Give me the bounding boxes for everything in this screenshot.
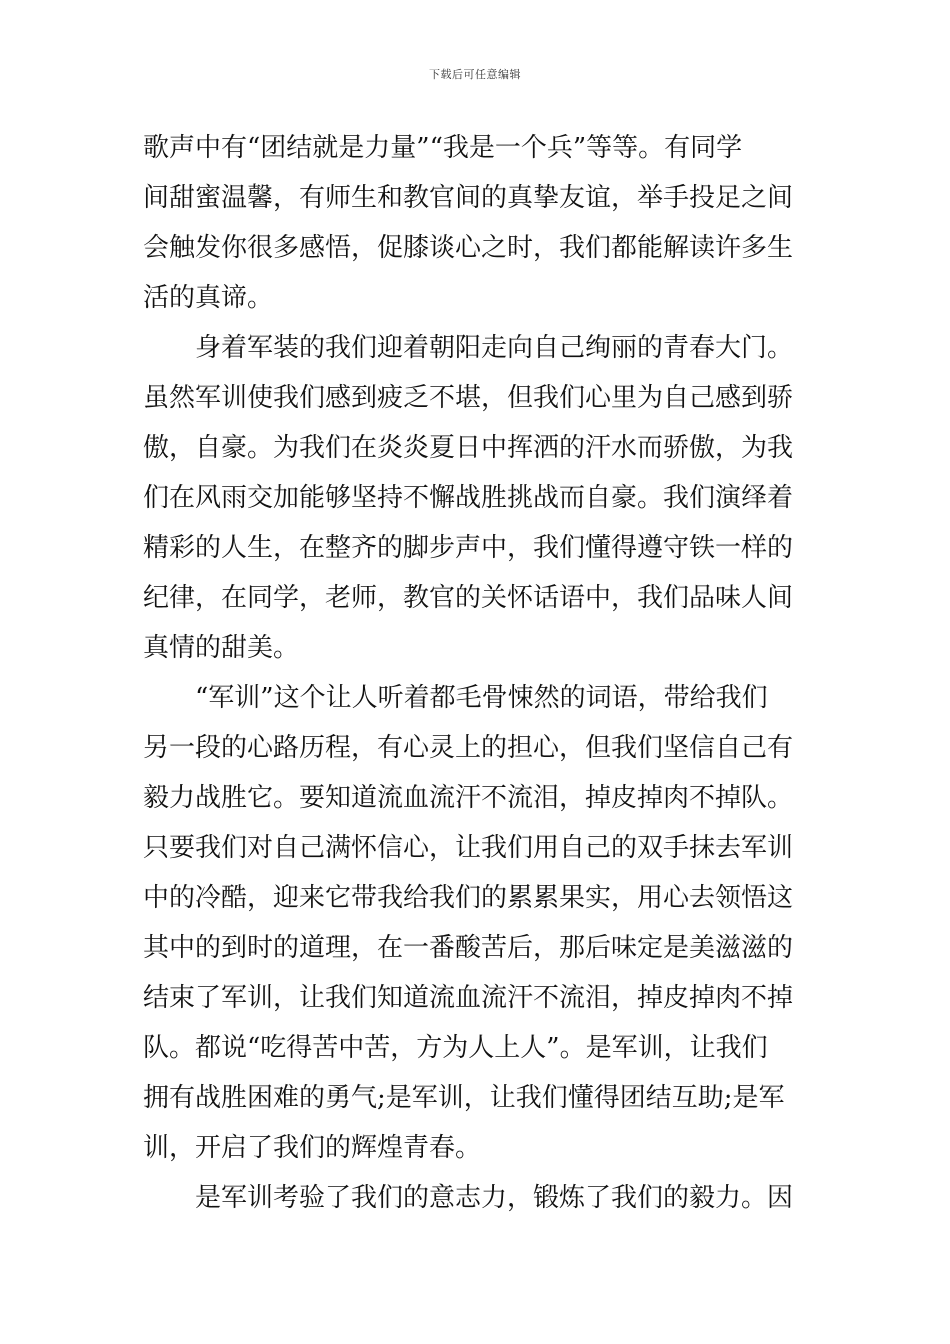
text-line: 们在风雨交加能够坚持不懈战胜挑战而自豪。我们演绎着 bbox=[143, 483, 794, 513]
text-line: 训，开启了我们的辉煌青春。 bbox=[143, 1133, 482, 1163]
text-line: 中的冷酷，迎来它带我给我们的累累果实，用心去领悟这 bbox=[143, 883, 794, 913]
text-line: 另一段的心路历程，有心灵上的担心，但我们坚信自己有 bbox=[143, 733, 794, 763]
paragraph-first-line: 是军训考验了我们的意志力，锻炼了我们的毅力。因 bbox=[195, 1183, 794, 1213]
text-line: 傲，自豪。为我们在炎炎夏日中挥洒的汗水而骄傲，为我 bbox=[143, 433, 794, 463]
text-line: 间甜蜜温馨，有师生和教官间的真挚友谊，举手投足之间 bbox=[143, 183, 794, 213]
text-line: 其中的到时的道理，在一番酸苦后，那后味定是美滋滋的 bbox=[143, 933, 794, 963]
text-line: 会触发你很多感悟，促膝谈心之时，我们都能解读许多生 bbox=[143, 233, 794, 263]
text-line: 队。都说“吃得苦中苦，方为人上人”。是军训，让我们 bbox=[143, 1033, 768, 1063]
text-line: 毅力战胜它。要知道流血流汗不流泪，掉皮掉肉不掉队。 bbox=[143, 783, 794, 813]
text-line: 结束了军训，让我们知道流血流汗不流泪，掉皮掉肉不掉 bbox=[143, 983, 794, 1013]
text-line: 歌声中有“团结就是力量”“我是一个兵”等等。有同学 bbox=[143, 133, 743, 163]
text-line: 虽然军训使我们感到疲乏不堪，但我们心里为自己感到骄 bbox=[143, 383, 794, 413]
text-line: 精彩的人生，在整齐的脚步声中，我们懂得遵守铁一样的 bbox=[143, 533, 794, 563]
paragraph-first-line: 身着军装的我们迎着朝阳走向自己绚丽的青春大门。 bbox=[195, 333, 794, 363]
text-line: 真情的甜美。 bbox=[143, 633, 300, 663]
text-line: 纪律，在同学，老师，教官的关怀话语中，我们品味人间 bbox=[143, 583, 794, 613]
text-line: 活的真谛。 bbox=[143, 283, 274, 313]
text-line: 拥有战胜困难的勇气;是军训，让我们懂得团结互助;是军 bbox=[143, 1083, 785, 1113]
paragraph-first-line: “军训”这个让人听着都毛骨悚然的词语，带给我们 bbox=[195, 683, 768, 713]
page-header: 下载后可任意编辑 bbox=[429, 68, 521, 81]
text-line: 只要我们对自己满怀信心，让我们用自己的双手抹去军训 bbox=[143, 833, 794, 863]
